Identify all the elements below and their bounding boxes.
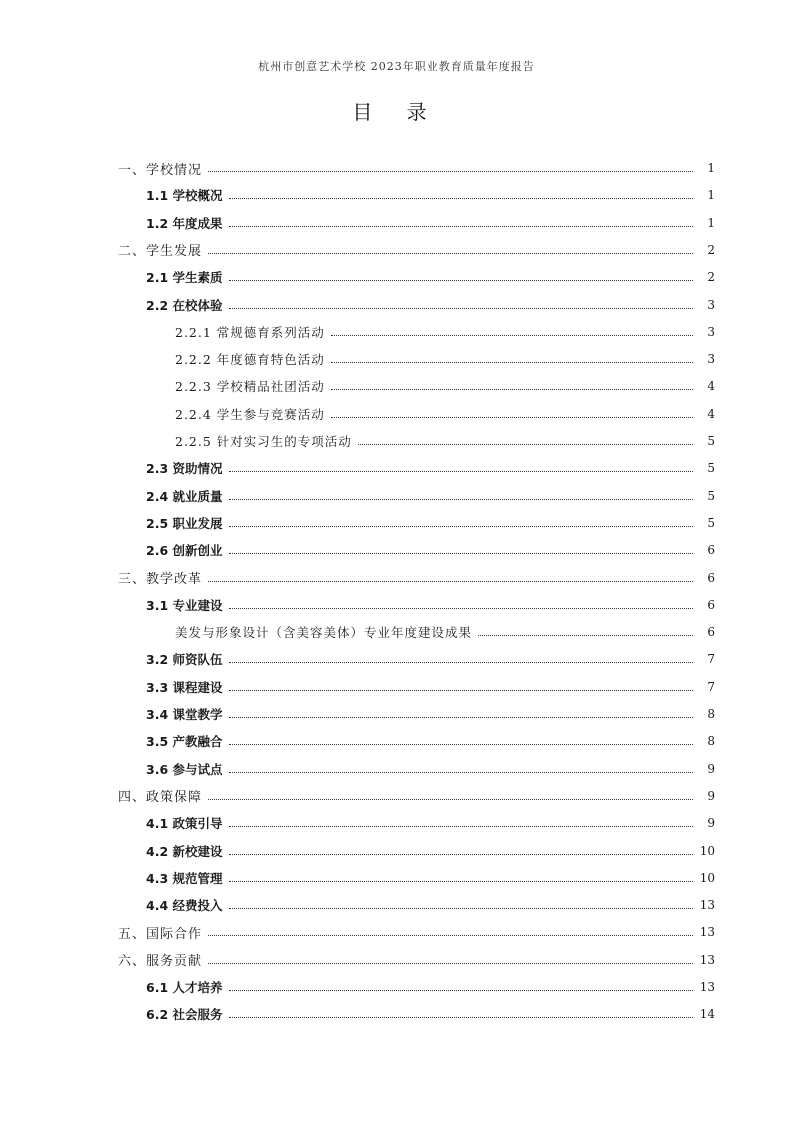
toc-entry-label: 2.2 在校体验 bbox=[146, 297, 223, 313]
toc-entry[interactable] bbox=[118, 237, 715, 263]
dot-leader bbox=[208, 580, 693, 582]
toc-entry-page-number: 2 bbox=[707, 242, 715, 257]
toc-entry-page-number: 1 bbox=[707, 215, 715, 230]
toc-entry-page-number: 3 bbox=[707, 352, 715, 367]
toc-entry[interactable] bbox=[146, 592, 715, 618]
toc-entry-label: 2.2.1 常规德育系列活动 bbox=[175, 324, 325, 340]
dot-leader bbox=[229, 225, 694, 227]
toc-entry-label: 2.2.2 年度德育特色活动 bbox=[175, 352, 325, 368]
toc-entry-page-number: 7 bbox=[707, 679, 715, 694]
toc-entry-label: 2.2.3 学校精品社团活动 bbox=[175, 379, 325, 395]
toc-entry[interactable] bbox=[118, 783, 715, 809]
toc-entry-label: 4.2 新校建设 bbox=[146, 843, 223, 859]
toc-entry[interactable] bbox=[146, 264, 715, 290]
toc-entry-label: 2.2.4 学生参与竞赛活动 bbox=[175, 406, 325, 422]
toc-entry[interactable] bbox=[146, 865, 715, 891]
dot-leader bbox=[229, 716, 694, 718]
toc-entry-label: 6.1 人才培养 bbox=[146, 980, 223, 995]
toc-entry-page-number: 14 bbox=[699, 1007, 715, 1022]
toc-entry[interactable] bbox=[146, 182, 715, 208]
dot-leader bbox=[229, 825, 694, 827]
toc-entry-label: 四、政策保障 bbox=[118, 790, 203, 806]
toc-entry-page-number: 2 bbox=[707, 270, 715, 285]
dot-leader bbox=[208, 798, 693, 800]
dot-leader bbox=[229, 771, 694, 773]
toc-entry[interactable] bbox=[175, 346, 715, 372]
toc-entry[interactable] bbox=[146, 674, 715, 700]
toc-entry-label: 3.5 产教融合 bbox=[146, 734, 223, 750]
dot-leader bbox=[229, 880, 694, 882]
dot-leader bbox=[229, 989, 694, 991]
toc-entry-page-number: 6 bbox=[707, 570, 715, 585]
dot-leader bbox=[229, 661, 694, 663]
toc-entry-page-number: 10 bbox=[699, 870, 715, 885]
dot-leader bbox=[208, 170, 693, 172]
toc-entry-label: 2.5 职业发展 bbox=[146, 515, 223, 531]
dot-leader bbox=[229, 525, 694, 527]
dot-leader bbox=[229, 1016, 694, 1018]
toc-entry[interactable] bbox=[146, 810, 715, 836]
toc-entry[interactable] bbox=[146, 1001, 715, 1027]
toc-entry[interactable] bbox=[146, 646, 715, 672]
toc-entry-page-number: 4 bbox=[707, 406, 715, 421]
dot-leader bbox=[229, 743, 694, 745]
toc-entry-label: 3.4 课堂教学 bbox=[146, 707, 223, 722]
toc-entry[interactable] bbox=[175, 428, 715, 454]
toc-entry-label: 3.1 专业建设 bbox=[146, 597, 223, 613]
toc-entry-page-number: 1 bbox=[707, 188, 715, 203]
toc-entry-page-number: 13 bbox=[699, 898, 715, 913]
toc-entry[interactable] bbox=[118, 947, 715, 973]
toc-entry-label: 五、国际合作 bbox=[118, 926, 203, 942]
toc-entry-page-number: 9 bbox=[707, 761, 715, 776]
toc-entry-label: 6.2 社会服务 bbox=[146, 1007, 223, 1023]
toc-entry[interactable] bbox=[146, 537, 715, 563]
toc-entry-page-number: 3 bbox=[707, 297, 715, 312]
toc-entry-page-number: 13 bbox=[699, 980, 715, 994]
toc-entry[interactable] bbox=[118, 565, 715, 591]
toc-entry-label: 二、学生发展 bbox=[118, 244, 203, 260]
toc-entry[interactable] bbox=[146, 210, 715, 236]
toc-entry-label: 4.3 规范管理 bbox=[146, 870, 223, 886]
toc-entry[interactable] bbox=[175, 401, 715, 427]
toc-entry[interactable] bbox=[118, 919, 715, 945]
dot-leader bbox=[208, 962, 693, 964]
toc-entry-page-number: 1 bbox=[707, 161, 715, 175]
toc-entry-page-number: 10 bbox=[699, 843, 715, 858]
dot-leader bbox=[229, 279, 694, 281]
toc-entry-label: 2.3 资助情况 bbox=[146, 461, 223, 477]
toc-entry[interactable] bbox=[146, 292, 715, 318]
toc-entry-label: 2.1 学生素质 bbox=[146, 270, 223, 286]
dot-leader bbox=[229, 552, 694, 554]
toc-entry[interactable] bbox=[146, 701, 715, 727]
toc-entry[interactable] bbox=[146, 728, 715, 754]
toc-entry[interactable] bbox=[146, 838, 715, 864]
toc-entry[interactable] bbox=[175, 373, 715, 399]
toc-entry-page-number: 5 bbox=[707, 434, 715, 448]
dot-leader bbox=[229, 907, 694, 909]
dot-leader bbox=[229, 689, 694, 691]
toc-entry-page-number: 5 bbox=[707, 515, 715, 530]
dot-leader bbox=[208, 934, 693, 936]
toc-entry-label: 六、服务贡献 bbox=[118, 954, 203, 970]
toc-entry-page-number: 5 bbox=[707, 488, 715, 503]
toc-entry-label: 三、教学改革 bbox=[118, 572, 203, 587]
toc-entry-page-number: 9 bbox=[707, 788, 715, 803]
toc-entry-label: 1.1 学校概况 bbox=[146, 188, 223, 204]
toc-entry-page-number: 4 bbox=[707, 379, 715, 394]
dot-leader bbox=[229, 307, 694, 309]
toc-entry-label: 3.3 课程建设 bbox=[146, 679, 223, 695]
toc-entry-page-number: 6 bbox=[707, 597, 715, 612]
toc-entry-label: 3.6 参与试点 bbox=[146, 761, 223, 777]
toc-entry[interactable] bbox=[118, 155, 715, 181]
dot-leader bbox=[229, 498, 694, 500]
toc-entry-label: 3.2 师资队伍 bbox=[146, 652, 223, 668]
dot-leader bbox=[358, 443, 693, 445]
dot-leader bbox=[331, 361, 693, 363]
toc-entry-page-number: 13 bbox=[699, 925, 715, 940]
dot-leader bbox=[331, 334, 693, 336]
toc-entry-page-number: 8 bbox=[707, 734, 715, 749]
toc-entry-label: 美发与形象设计（含美容美体）专业年度建设成果 bbox=[175, 625, 473, 641]
toc-title: 目 录 bbox=[352, 100, 441, 124]
toc-entry-page-number: 13 bbox=[699, 952, 715, 967]
toc-entry-page-number: 5 bbox=[707, 461, 715, 476]
toc-entry-label: 一、学校情况 bbox=[118, 162, 203, 178]
toc-entry-label: 2.6 创新创业 bbox=[146, 543, 223, 559]
dot-leader bbox=[331, 416, 693, 418]
dot-leader bbox=[229, 607, 694, 609]
toc-entry-page-number: 6 bbox=[707, 625, 715, 640]
dot-leader bbox=[208, 252, 693, 254]
toc-entry-label: 1.2 年度成果 bbox=[146, 215, 223, 231]
toc-entry-label: 2.4 就业质量 bbox=[146, 488, 223, 504]
toc-entry-page-number: 9 bbox=[707, 816, 715, 831]
toc-entry[interactable] bbox=[146, 455, 715, 481]
dot-leader bbox=[229, 470, 694, 472]
dot-leader bbox=[478, 634, 693, 636]
toc-entry-page-number: 3 bbox=[707, 324, 715, 339]
toc-entry-label: 4.1 政策引导 bbox=[146, 816, 223, 832]
toc-entry[interactable] bbox=[146, 483, 715, 509]
toc-entry-label: 4.4 经费投入 bbox=[146, 898, 223, 914]
toc-entry[interactable] bbox=[146, 756, 715, 782]
toc-entry[interactable] bbox=[146, 892, 715, 918]
toc-entry-page-number: 8 bbox=[707, 707, 715, 721]
toc-entry-page-number: 7 bbox=[707, 652, 715, 667]
toc-entry[interactable] bbox=[175, 319, 715, 345]
dot-leader bbox=[331, 388, 693, 390]
toc-entry-label: 2.2.5 针对实习生的专项活动 bbox=[175, 434, 352, 449]
toc-entry[interactable] bbox=[175, 619, 715, 645]
toc-entry-page-number: 6 bbox=[707, 543, 715, 558]
dot-leader bbox=[229, 197, 694, 199]
running-header: 杭州市创意艺术学校 2023年职业教育质量年度报告 bbox=[258, 60, 535, 73]
dot-leader bbox=[229, 853, 694, 855]
toc-entry[interactable] bbox=[146, 510, 715, 536]
toc-entry[interactable] bbox=[146, 974, 715, 1000]
